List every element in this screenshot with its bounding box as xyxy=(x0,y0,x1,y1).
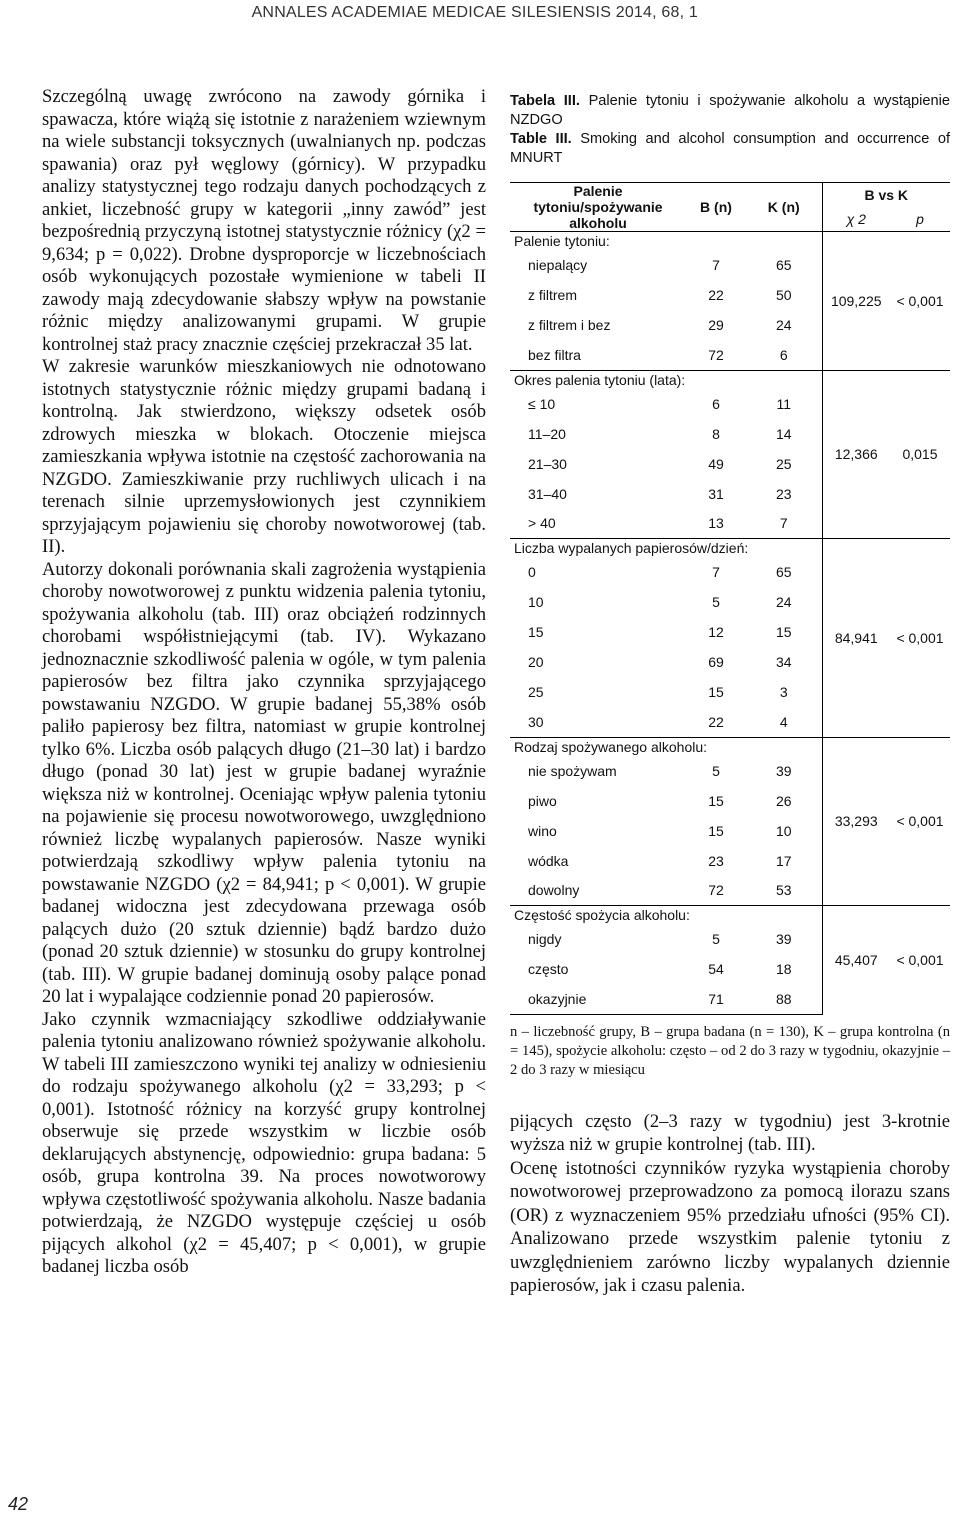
k-count: 53 xyxy=(775,882,792,899)
paragraph: Autorzy dokonali porównania skali zagrożenia wystąpienia choroby nowotworowej z punktu widzenia palenia tytoniu, spożywania alkoholu (tab. III) oraz obciążeń rodzinnych chorobami współistniejącymi (tab. IV). Wykazano jednoznacznie szkodliwość palenia w ogóle, w tym palenia papierosów bez filtra jako czynnika sprzyjającego powstawaniu NZGDO. W grupie badanej 55,38% osób paliło papierosy bez filtra, natomiast w grupie kontrolnej tylko 6%. Liczba osób palących długo (21–30 lat) i bardzo długo (ponad 30 lat) jest w grupie badanej wyraźnie większa niż w kontrolnej. Oceniając wpływ palenia tytoniu na pojawienie się procesu nowotworowego, uwzględniono również liczbę wypalanych papierosów. Nasze wyniki potwierdzają szkodliwy wpływ palenia tytoniu na powstawanie NZGDO (χ2 = 84,941; p < 0,001). W grupie badanej widoczna jest zdecydowana przewaga osób palących dużo (20 sztuk dziennie) bądź bardzo dużo (ponad 20 sztuk dziennie) w stosunku do grupy kontrolnej (tab. III). W grupie badanej dominują osoby palące ponad 20 lat i wypalające codziennie ponad 20 papierosów. xyxy=(42,558,486,1007)
k-count: 10 xyxy=(775,822,792,839)
header-factor: Palenie tytoniu/spożywanie alkoholu xyxy=(510,183,686,232)
header-b-vs-k: B vs K xyxy=(822,183,950,208)
p-value: < 0,001 xyxy=(890,232,950,371)
row-label: 15 xyxy=(528,624,544,640)
group-title: Palenie tytoniu: xyxy=(510,232,822,251)
row-label: ≤ 10 xyxy=(528,395,556,412)
k-count: 26 xyxy=(775,792,792,809)
table-group-header xyxy=(510,906,950,925)
k-count: 11 xyxy=(776,395,792,412)
b-count: 7 xyxy=(712,257,720,273)
b-count: 22 xyxy=(708,287,724,303)
row-label: 31–40 xyxy=(528,485,567,502)
right-column xyxy=(510,92,950,1298)
row-label: nigdy xyxy=(528,931,562,947)
page-number: 42 xyxy=(8,1494,29,1514)
k-count: 65 xyxy=(775,564,792,580)
caption-polish xyxy=(510,92,950,130)
chi-value: 109,225 xyxy=(822,232,890,371)
k-count: 65 xyxy=(775,257,792,273)
row-label: z filtrem xyxy=(528,287,577,303)
b-count: 8 xyxy=(712,425,720,442)
b-count: 49 xyxy=(708,455,724,472)
paragraph: Jako czynnik wzmacniający szkodliwe oddziaływanie palenia tytoniu analizowano również spożywanie alkoholu. W tabeli III zamieszczono wyniki tej analizy w odniesieniu do rodzaju spożywanego alkoholu (χ2 = 33,293; p < 0,001). Istotność różnicy na korzyść grupy kontrolnej obserwuje się przede wszystkim w liczbie osób deklarujących abstynencję, odpowiednio: grupa badana: 5 osób, grupa kontrolna 39. Na proces nowotworowy wpływa częstotliwość spożywania alkoholu. Nasze badania potwierdzają, że NZGDO występuje częściej u osób pijących alkohol (χ2 = 45,407; p < 0,001), w grupie badanej liczba osób xyxy=(42,1008,486,1277)
row-label: wino xyxy=(528,822,557,839)
row-label: często xyxy=(528,961,569,977)
data-table xyxy=(510,182,950,1015)
caption-text: Smoking and alcohol consumption and occurrence of MNURT xyxy=(510,131,950,166)
header-p: p xyxy=(890,207,950,232)
b-count: 15 xyxy=(708,822,724,839)
chi-value: 12,366 xyxy=(822,370,890,539)
row-label: wódka xyxy=(528,852,569,869)
k-count: 18 xyxy=(775,961,792,977)
row-label: 21–30 xyxy=(528,455,567,472)
b-count: 15 xyxy=(708,684,724,700)
row-label: 20 xyxy=(528,654,544,670)
row-label: 25 xyxy=(528,684,544,700)
row-label: 11–20 xyxy=(528,425,566,442)
b-count: 12 xyxy=(708,624,724,640)
header-b: B (n) xyxy=(686,183,746,232)
row-label: 10 xyxy=(528,594,544,610)
row-label: okazyjnie xyxy=(510,984,686,1014)
right-column-text xyxy=(510,1110,950,1298)
row-label: 30 xyxy=(528,713,544,730)
running-head xyxy=(0,0,960,24)
row-label: piwo xyxy=(528,792,557,809)
paragraph: pijących często (2–3 razy w tygodniu) jest 3-krotnie wyższa niż w grupie kontrolnej (tab. III). xyxy=(510,1110,950,1155)
k-count: 88 xyxy=(746,984,822,1014)
caption-label: Tabela III. xyxy=(510,93,580,109)
k-count: 14 xyxy=(775,425,792,442)
k-count: 24 xyxy=(775,594,792,610)
k-count: 39 xyxy=(775,762,792,779)
row-label: 0 xyxy=(528,564,536,580)
group-title: Częstość spożycia alkoholu: xyxy=(510,906,822,925)
header-chi: χ 2 xyxy=(822,207,890,232)
b-count: 7 xyxy=(712,564,720,580)
caption-label: Table III. xyxy=(510,131,572,147)
b-count: 72 xyxy=(708,346,724,363)
b-count: 69 xyxy=(708,654,724,670)
b-count: 22 xyxy=(708,713,724,730)
k-count: 4 xyxy=(779,713,788,730)
k-count: 25 xyxy=(775,455,792,472)
paragraph: Szczególną uwagę zwrócono na zawody górnika i spawacza, które wiążą się istotnie z narażeniem wziewnym na wiele substancji toksycznych (uwalnianych np. podczas spawania) oraz pył węglowy (górnicy). W przypadku analizy statystycznej tego rodzaju danych pochodzących z ankiet, liczebność grupy w kategorii „inny zawód” jest bezpośrednią przyczyną istotnej statystycznie różnicy (χ2 = 9,634; p = 0,022). Drobne dysproporcje w liczebnościach osób wykonujących pozostałe wymienione w tabeli II zawody mają zdecydowanie słabszy wpływ na powstanie różnic między analizowanymi grupami. W grupie kontrolnej staż pracy znacznie częściej przekraczał 35 lat. xyxy=(42,86,486,355)
chi-value: 84,941 xyxy=(822,539,890,738)
k-count: 23 xyxy=(775,485,792,502)
row-label: niepalący xyxy=(528,257,588,273)
b-count: 54 xyxy=(708,961,724,977)
k-count: 6 xyxy=(779,346,788,363)
k-count: 39 xyxy=(775,931,792,947)
k-count: 17 xyxy=(775,852,792,869)
caption-text: Palenie tytoniu i spożywanie alkoholu a wystąpienie NZDGO xyxy=(510,93,950,128)
p-value: < 0,001 xyxy=(890,737,950,906)
table-body xyxy=(510,232,950,1015)
k-count: 15 xyxy=(775,624,792,640)
row-label: > 40 xyxy=(528,515,556,532)
b-count: 71 xyxy=(686,984,746,1014)
group-title: Liczba wypalanych papierosów/dzień: xyxy=(510,539,822,558)
header-k: K (n) xyxy=(746,183,822,232)
b-count: 29 xyxy=(708,317,724,333)
k-count: 34 xyxy=(775,654,792,670)
k-count: 3 xyxy=(779,684,788,700)
k-count: 50 xyxy=(775,287,792,303)
b-count: 31 xyxy=(708,485,724,502)
caption-english xyxy=(510,130,950,168)
b-count: 13 xyxy=(708,515,724,532)
chi-value: 33,293 xyxy=(822,737,890,906)
b-count: 5 xyxy=(712,594,720,610)
b-count: 5 xyxy=(712,931,720,947)
p-value: 0,015 xyxy=(890,370,950,539)
left-column xyxy=(42,86,486,1279)
row-label: z filtrem i bez xyxy=(528,317,611,333)
row-label: dowolny xyxy=(528,882,580,899)
b-count: 23 xyxy=(708,852,724,869)
paragraph: Ocenę istotności czynników ryzyka wystąpienia choroby nowotworowej przeprowadzono za pomocą ilorazu szans (OR) z wyznaczeniem 95% przedziału ufności (95% CI). Analizowano przede wszystkim palenie tytoniu z uwzględnieniem zarówno liczby wypalanych dziennie papierosów, jak i czasu palenia. xyxy=(510,1157,950,1296)
table-group-header xyxy=(510,370,950,389)
group-title: Okres palenia tytoniu (lata): xyxy=(510,370,822,389)
journal-citation: ANNALES ACADEMIAE MEDICAE SILESIENSIS 2014, 68, 1 xyxy=(251,4,698,21)
p-value: < 0,001 xyxy=(890,906,950,1015)
table-group-header xyxy=(510,737,950,756)
table-caption xyxy=(510,92,950,168)
group-title: Rodzaj spożywanego alkoholu: xyxy=(510,737,822,756)
b-count: 6 xyxy=(712,395,720,412)
table-group-header xyxy=(510,539,950,558)
row-label: nie spożywam xyxy=(528,762,617,779)
b-count: 15 xyxy=(708,792,724,809)
table-group-header xyxy=(510,232,950,251)
b-count: 72 xyxy=(708,882,724,899)
row-label: bez filtra xyxy=(528,346,581,363)
k-count: 7 xyxy=(779,515,788,532)
k-count: 24 xyxy=(775,317,792,333)
table-footnote: n – liczebność grupy, B – grupa badana (n = 130), K – grupa kontrolna (n = 145), spożycie alkoholu: często – od 2 do 3 razy w tygodniu, okazyjnie – 2 do 3 razy w miesiącu xyxy=(510,1023,950,1078)
p-value: < 0,001 xyxy=(890,539,950,738)
b-count: 5 xyxy=(712,762,720,779)
paragraph: W zakresie warunków mieszkaniowych nie odnotowano istotnych statystycznie różnic między grupami badaną i kontrolną. Jak stwierdzono, większy odsetek osób zdrowych mieszka w blokach. Otoczenie miejsca zamieszkania wpływa istotnie na częstość zachorowania na NZGDO. Zamieszkiwanie przy ruchliwych ulicach i na terenach silnie uprzemysłowionych jest czynnikiem sprzyjającym pojawieniu się choroby nowotworowej (tab. II). xyxy=(42,356,486,557)
chi-value: 45,407 xyxy=(822,906,890,1015)
